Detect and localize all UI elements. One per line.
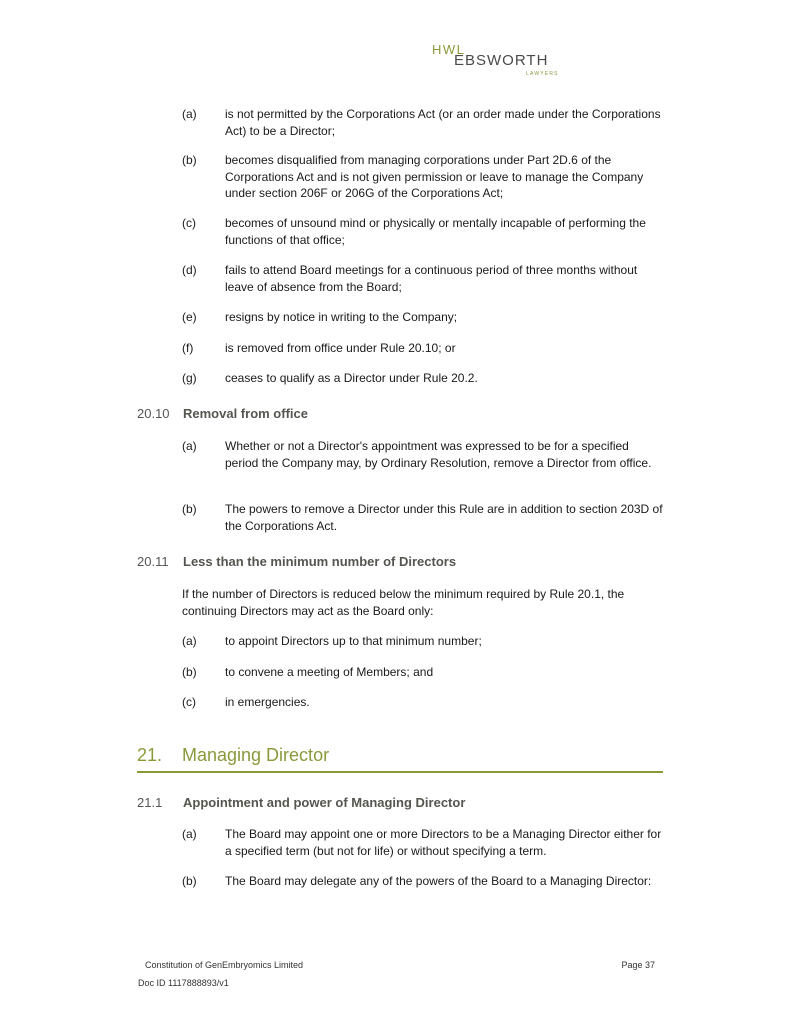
list-item xyxy=(182,438,664,471)
list-item xyxy=(182,501,664,534)
item-text: to convene a meeting of Members; and xyxy=(225,665,434,679)
logo-hwl-text: HWL xyxy=(432,42,466,57)
item-text: The Board may delegate any of the powers of the Board to a Managing Director: xyxy=(225,874,652,888)
document-id: Doc ID 1117888893/v1 xyxy=(138,978,229,988)
section-number: 21.1 xyxy=(137,795,163,810)
section-title: Less than the minimum number of Directors xyxy=(183,554,457,569)
logo-ebsworth-text: EBSWORTH xyxy=(454,52,549,69)
item-label: (a) xyxy=(182,439,197,453)
section-number: 20.10 xyxy=(137,406,170,421)
list-item xyxy=(182,340,664,357)
footer-page-number: Page 37 xyxy=(621,960,655,970)
logo-lawyers-text: LAWYERS xyxy=(526,71,559,77)
footer-document-title: Constitution of GenEmbryomics Limited xyxy=(145,960,304,970)
list-item xyxy=(182,309,664,326)
item-text: in emergencies. xyxy=(225,695,310,709)
item-text: The powers to remove a Director under this Rule are in addition to section 203D of the Corporations Act. xyxy=(225,502,663,533)
list-item xyxy=(182,826,664,859)
list-item xyxy=(182,215,664,248)
item-label: (b) xyxy=(182,153,197,167)
item-label: (c) xyxy=(182,216,196,230)
chapter-heading-21 xyxy=(137,745,663,773)
item-label: (e) xyxy=(182,310,197,324)
item-label: (b) xyxy=(182,502,197,516)
list-item xyxy=(182,262,664,295)
section-title: Removal from office xyxy=(183,406,308,421)
item-label: (b) xyxy=(182,874,197,888)
item-label: (a) xyxy=(182,107,197,121)
item-label: (a) xyxy=(182,634,197,648)
list-item xyxy=(182,152,664,202)
item-text: fails to attend Board meetings for a continuous period of three months without leave of absence from the Board; xyxy=(225,263,638,294)
item-text: The Board may appoint one or more Directors to be a Managing Director either for a specified term (but not for life) or without specifying a term. xyxy=(225,827,662,858)
item-text: is not permitted by the Corporations Act (or an order made under the Corporations Act) to be a Director; xyxy=(225,107,661,138)
item-text: ceases to qualify as a Director under Rule 20.2. xyxy=(225,371,478,385)
list-item xyxy=(182,106,664,139)
chapter-title: Managing Director xyxy=(182,745,330,765)
item-label: (f) xyxy=(182,341,194,355)
list-item xyxy=(182,370,664,387)
item-label: (b) xyxy=(182,665,197,679)
firm-logo xyxy=(432,42,562,78)
list-item xyxy=(182,873,664,890)
item-label: (d) xyxy=(182,263,197,277)
item-label: (c) xyxy=(182,695,196,709)
list-item xyxy=(182,694,664,711)
item-text: becomes of unsound mind or physically or mentally incapable of performing the functions of that office; xyxy=(225,216,646,247)
section-number: 20.11 xyxy=(137,554,169,569)
section-intro: If the number of Directors is reduced below the minimum required by Rule 20.1, the continuing Directors may act as the Board only: xyxy=(182,587,625,618)
chapter-number: 21. xyxy=(137,745,163,765)
item-label: (a) xyxy=(182,827,197,841)
item-text: to appoint Directors up to that minimum number; xyxy=(225,634,482,648)
item-text: is removed from office under Rule 20.10; or xyxy=(225,341,456,355)
item-text: resigns by notice in writing to the Company; xyxy=(225,310,458,324)
list-item xyxy=(182,664,664,681)
list-item xyxy=(182,633,664,650)
item-text: Whether or not a Director's appointment was expressed to be for a specified period the Company may, by Ordinary Resolution, remove a Director from office. xyxy=(225,439,652,470)
item-label: (g) xyxy=(182,371,197,385)
section-title: Appointment and power of Managing Director xyxy=(183,795,466,810)
item-text: becomes disqualified from managing corporations under Part 2D.6 of the Corporations Act and is not given permission or leave to manage the Company under section 206F or 206G of the Corporations Act; xyxy=(225,153,644,200)
